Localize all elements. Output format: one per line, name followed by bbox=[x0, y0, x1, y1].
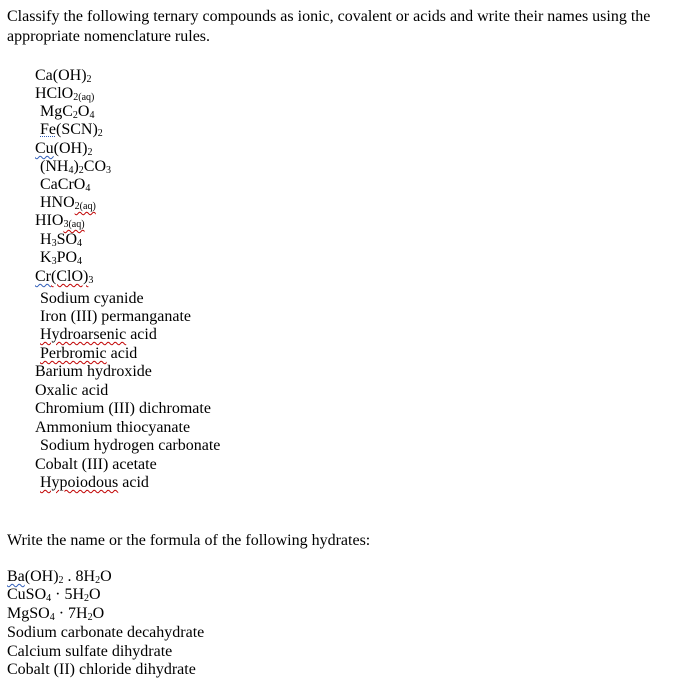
compound-item: Hypoiodous acid bbox=[40, 474, 149, 491]
hydrate-item: Sodium carbonate decahydrate bbox=[7, 624, 205, 641]
compound-item: $(NH_4)_2CO_3$ bbox=[40, 158, 111, 176]
instructions-paragraph: Classify the following ternary compounds as ionic, covalent or acids and write their names using the appropriate nomenclature rules. bbox=[7, 8, 651, 45]
compound-item: Sodium hydrogen carbonate bbox=[40, 437, 221, 454]
compound-item: $Ca(OH)_2$ bbox=[35, 67, 92, 85]
compound-item: HClO$_{2(aq)}$ bbox=[35, 85, 95, 103]
hydrates-heading: Write the name or the formula of the following hydrates: bbox=[7, 532, 371, 549]
compound-item: Iron (III) permanganate bbox=[40, 308, 192, 325]
compound-item: $Cr(ClO)_3$ bbox=[35, 268, 94, 286]
compound-item: $Cu(OH)_2$ bbox=[35, 140, 93, 158]
compound-item: Oxalic acid bbox=[35, 382, 109, 399]
compound-item: Chromium (III) dichromate bbox=[35, 400, 211, 417]
hydrate-item: Calcium sulfate dihydrate bbox=[7, 643, 173, 660]
compound-item: $H_3SO_4$ bbox=[40, 231, 83, 249]
compound-item: Hydroarsenic acid bbox=[40, 326, 157, 343]
hydrate-item: CuSO$_4$ · $5H_2O$ bbox=[7, 586, 101, 604]
compound-item: Perbromic acid bbox=[40, 345, 138, 362]
compound-item: $HNO_{2(aq)}$ bbox=[40, 194, 96, 212]
compound-item: $Fe(SCN)_2$ bbox=[40, 121, 103, 139]
hydrate-item: $Ba(OH)_2$ . $8H_2O$ bbox=[7, 568, 112, 586]
compound-item: Ammonium thiocyanate bbox=[35, 419, 191, 436]
compound-item: Sodium cyanide bbox=[40, 290, 144, 307]
compound-item: $K_3PO_4$ bbox=[40, 249, 83, 267]
compound-item: $MgC_2O_4$ bbox=[40, 103, 95, 121]
compound-item: Barium hydroxide bbox=[35, 363, 152, 380]
hydrate-item: MgSO$_4$ · $7H_2O$ bbox=[7, 605, 105, 623]
compound-item: CaCrO$_4$ bbox=[40, 176, 91, 194]
hydrate-item: Cobalt (II) chloride dihydrate bbox=[7, 661, 196, 678]
compound-item: Cobalt (III) acetate bbox=[35, 456, 157, 473]
compound-item: $HIO_{3(aq)}$ bbox=[35, 212, 85, 230]
